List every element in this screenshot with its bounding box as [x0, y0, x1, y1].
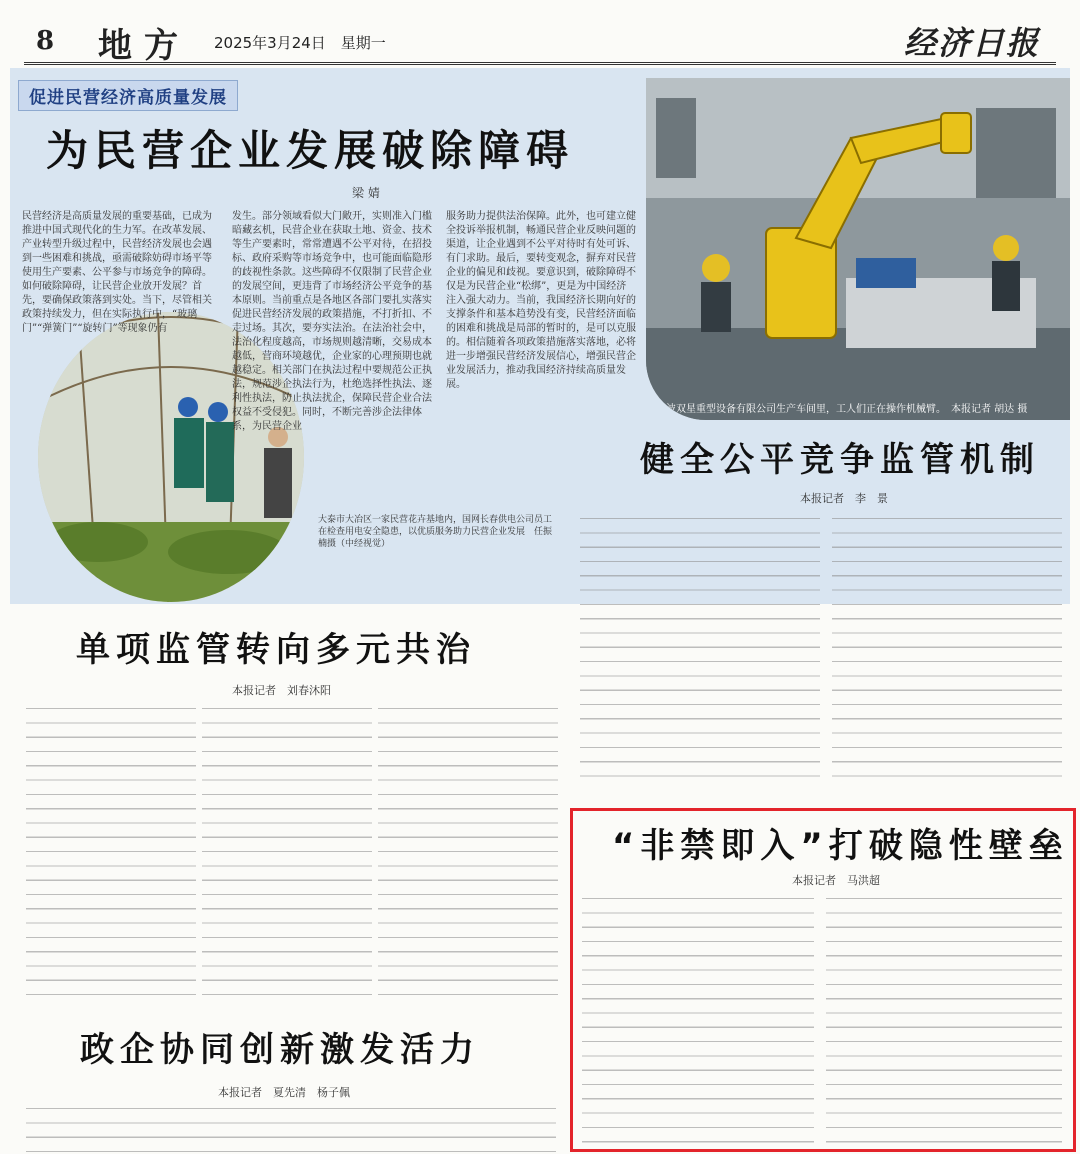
article-byline: 本报记者 李 景	[800, 492, 888, 505]
feature-body-col3: 服务助力提供法治保障。此外，也可建立健全投诉举报机制，畅通民营企业反映问题的渠道，让企业遇到不公平对待时有处可诉、有门求助。最后，要转变观念，摒弃对民营企业的偏见和歧视。要意识到，破除障碍不仅是为民营企业“松绑”，更是为中国经济注入强大动力。当前，我国经济长期向好的支撑条件和基本趋势没有变，民营经济面临的困难和挑战是局部的暂时的，是可以克服的。相信随着各项政策措施落实落地，必将进一步增强民营经济发展信心，增强民营企业发展活力，推动我国经济持续高质量发展。	[446, 211, 636, 390]
feature-byline: 梁 婧	[352, 186, 380, 200]
article-text-column	[832, 518, 1062, 788]
article-headline: “非禁即入”打破隐性壁垒	[612, 826, 1069, 866]
section-title: 地方	[98, 26, 190, 66]
feature-body-col2: 发生。部分领域看似大门敞开，实则准入门槛暗藏玄机，民营企业在获取土地、资金、技术等生产要素时，常常遭遇不公平对待，在招投标、政府采购等市场竞争中，也可能面临隐形的歧视性条款。这些障碍不仅限制了民营企业的发展空间，更违背了市场经济公平竞争的基本原则。当前重点是各地区各部门要扎实落实促进民营经济发展的政策措施，不打折扣、不走过场。其次，要夯实法治。在法治社会中，法治化程度越高，市场规则越清晰，交易成本越低，营商环境越优，企业家的心理预期也就越稳定。相关部门在执法过程中要规范公正执法，规范涉企执法行为，杜绝选择性执法、逐利性执法，防止执法扰企，保障民营企业合法权益不受侵犯。同时，不断完善涉企法律体系，为民营企业	[232, 211, 432, 432]
article-byline: 本报记者 刘春沐阳	[232, 684, 331, 697]
factory-photo	[646, 78, 1070, 420]
article-byline: 本报记者 夏先清 杨子佩	[218, 1086, 350, 1099]
masthead-rule	[24, 62, 1056, 65]
masthead	[0, 0, 1080, 66]
greenhouse-photo-caption: 大泰市大冶区一家民营花卉基地内，国网长春供电公司员工在检查用电安全隐患，以优质服务助力民营企业发展 任振楠摄（中经视觉）	[318, 515, 553, 549]
article-byline: 本报记者 马洪超	[792, 874, 880, 887]
paper-logo: 经济日报	[903, 24, 1040, 62]
article-text-column	[378, 708, 558, 1008]
article-text-column	[26, 708, 196, 1008]
article-headline: 健全公平竞争监管机制	[640, 440, 1040, 480]
page-number: 8	[36, 26, 55, 56]
feature-body-col1: 民营经济是高质量发展的重要基础，已成为推进中国式现代化的生力军。在改革发展、产业转型升级过程中，民营经济发展也会遇到一些困难和挑战，亟需破除妨碍市场平等使用生产要素、公平参与市场竞争的障碍。如何破除障碍，让民营企业放开发展？首先，要确保政策落到实处。当下，尽管相关政策持续发力，但在实际执行中，“玻璃门”“弹簧门”“旋转门”等现象仍有	[22, 211, 212, 334]
factory-robot-illustration	[646, 78, 1070, 420]
article-text-column	[582, 898, 814, 1144]
article-text-column	[202, 708, 372, 1008]
article-headline: 政企协同创新激发活力	[80, 1030, 480, 1070]
article-headline: 单项监管转向多元共治	[76, 630, 476, 670]
article-text-column	[580, 518, 820, 788]
feature-band-title: 促进民营经济高质量发展	[18, 80, 238, 111]
article-text-column	[826, 898, 1062, 1144]
article-text-column	[26, 1108, 556, 1152]
factory-photo-caption: 宁波双星重型设备有限公司生产车间里，工人们正在操作机械臂。 本报记者 胡达 摄	[656, 404, 1028, 415]
issue-date: 2025年3月24日 星期一	[214, 34, 386, 52]
feature-headline: 为民营企业发展破除障碍	[46, 126, 575, 175]
